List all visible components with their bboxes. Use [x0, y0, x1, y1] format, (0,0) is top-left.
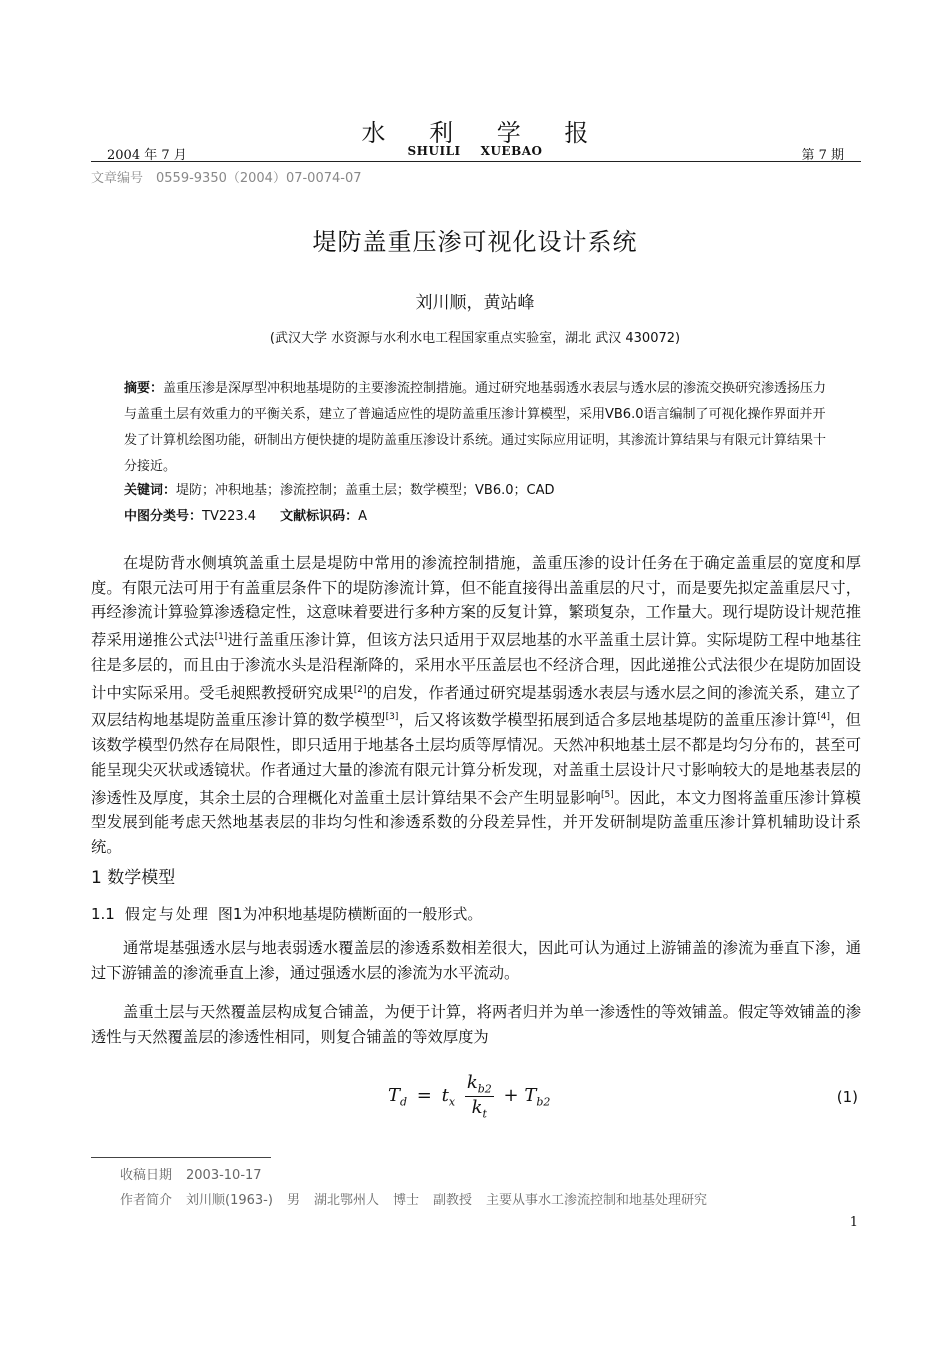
subsection-text: 图1为冲积地基堤防横断面的一般形式。: [217, 905, 483, 923]
citation-5[interactable]: [5]: [600, 789, 614, 800]
abstract-label: 摘要：: [124, 381, 164, 396]
eq-t-sub: x: [448, 1095, 456, 1109]
clc-label: 中图分类号：: [124, 509, 203, 524]
subsection-heading: [91, 903, 482, 924]
eq-fraction: [465, 1072, 494, 1120]
bio-title: 副教授: [432, 1193, 472, 1208]
bio-field: 主要从事水工渗流控制和地基处理研究: [486, 1193, 708, 1208]
intro-text-1: 在堤防背水侧填筑盖重土层是堤防中常用的渗流控制措施，盖重压渗的设计任务在于确定盖重层的宽度和厚度。有限元法可用于有盖重层条件下的堤防渗流计算，但不能直接得出盖重层的尺寸，而是要先拟定盖重层尺寸，再经渗流计算验算渗透稳定性，这意味着要进行多种方案的反复计算，繁琐复杂，工作量大。现行堤防设计规范推荐采用递推公式法: [91, 554, 861, 650]
intro-text-2: 进行盖重压渗计算，但该方法只适用于双层地基的水平盖重土层计算。实际堤防工程中地基往往是多层的，而且由于渗流水头是沿程渐降的，采用水平压盖层也不经济合理，因此递推公式法很少在堤防加固设计中实际采用。受毛昶熙教授研究成果: [91, 631, 861, 702]
subsection-number: 1.1: [91, 905, 115, 923]
page-number: 1: [849, 1215, 858, 1230]
citation-2[interactable]: [2]: [353, 684, 367, 695]
subsection-title: 假定与处理: [124, 905, 210, 923]
paper-affiliation: (武汉大学 水资源与水利水电工程国家重点实验室，湖北 武汉 430072): [269, 331, 681, 346]
equation-1: [388, 1072, 550, 1120]
citation-3[interactable]: [3]: [385, 712, 399, 723]
keywords-label: 关键词：: [124, 483, 177, 498]
doc-code-value: A: [358, 509, 367, 524]
eq-num-k: k: [466, 1072, 478, 1093]
journal-name: 水 利 学 报: [361, 119, 607, 147]
header-date: 2004 年 7 月: [107, 148, 187, 163]
intro-paragraph: [91, 551, 861, 860]
eq-plus: +: [503, 1085, 519, 1107]
eq-den-k: k: [471, 1096, 483, 1118]
header-latin-2: XUEBAO: [480, 144, 543, 158]
eq-rhs-sub: b2: [536, 1095, 551, 1109]
footnote-rule: [91, 1157, 271, 1158]
doc-code-label: 文献标识码：: [280, 509, 359, 524]
received-label: 收稿日期: [120, 1168, 173, 1183]
bio-gender: 男: [286, 1193, 300, 1208]
abstract: [124, 376, 838, 480]
eq-t: t: [441, 1085, 449, 1107]
paragraph-assumption: 通常堤基强透水层与地表弱透水覆盖层的渗透系数相差很大，因此可认为通过上游铺盖的渗流为垂直下渗，通过下游铺盖的渗流垂直上渗，通过强透水层的渗流为水平流动。: [91, 939, 861, 982]
footnote-bio: [120, 1189, 707, 1208]
bio-name: 刘川顺(1963-): [186, 1193, 273, 1208]
header-rule: [91, 161, 861, 162]
paragraph-equivalent: 盖重土层与天然覆盖层构成复合铺盖，为便于计算，将两者归并为单一渗透性的等效铺盖。假定等效铺盖的渗透性与天然覆盖层的渗透性相同，则复合铺盖的等效厚度为: [91, 1003, 861, 1046]
eq-equals: =: [416, 1085, 432, 1107]
paper-authors: 刘川顺，黄站峰: [415, 293, 535, 313]
intro-text-3: 的启发，作者通过研究堤基弱透水表层与透水层之间的渗流关系，建立了双层结构地基堤防盖重压渗计算的数学模型: [91, 683, 861, 730]
bio-degree: 博士: [392, 1193, 419, 1208]
citation-4[interactable]: [4]: [817, 712, 830, 723]
header-issue: 第 7 期: [801, 148, 844, 163]
equation-number: (1): [836, 1088, 858, 1106]
keywords: [124, 479, 554, 498]
section-heading: 1 数学模型: [91, 868, 176, 888]
intro-text-4: ，后又将该数学模型拓展到适合多层地基堤防的盖重压渗计算: [398, 711, 818, 730]
eq-lhs: [388, 1085, 408, 1109]
header-latin-1: SHUILI: [407, 144, 461, 158]
received-date: 2003-10-17: [186, 1168, 262, 1183]
article-number: 文章编号 0559-9350（2004）07-0074-07: [91, 171, 362, 186]
classification: [124, 505, 367, 524]
paper-title: 堤防盖重压渗可视化设计系统: [312, 228, 638, 256]
keywords-text: 堤防；冲积地基；渗流控制；盖重土层；数学模型；VB6.0；CAD: [176, 483, 555, 498]
eq-lhs-sub: d: [400, 1095, 408, 1109]
eq-den-sub: t: [482, 1107, 487, 1121]
bio-label: 作者简介: [120, 1193, 173, 1208]
abstract-text: 盖重压渗是深厚型冲积地基堤防的主要渗流控制措施。通过研究地基弱透水表层与透水层的渗流交换研究渗透扬压力与盖重土层有效重力的平衡关系，建立了普遍适应性的堤防盖重压渗计算模型，采用VB6.0语言编制了可视化操作界面并开发了计算机绘图功能，研制出方便快捷的堤防盖重压渗设计系统。通过实际应用证明，其渗流计算结果与有限元计算结果十分接近。: [124, 381, 827, 474]
intro-text-6: 。因此，本文力图将盖重压渗计算模型发展到能考虑天然地基表层的非均匀性和渗透系数的分段差异性，并开发研制堤防盖重压渗计算机辅助设计系统。: [91, 788, 861, 857]
footnote-received: [120, 1164, 262, 1183]
citation-1[interactable]: [1]: [214, 632, 228, 643]
eq-numerator: [465, 1072, 494, 1097]
eq-lhs-symbol: T: [388, 1085, 401, 1107]
bio-origin: 湖北鄂州人: [313, 1193, 379, 1208]
eq-num-sub: b2: [477, 1082, 492, 1096]
eq-denominator: [465, 1097, 494, 1121]
eq-rhs: T: [524, 1085, 537, 1107]
clc-value: TV223.4: [202, 509, 257, 524]
intro-text-5: ，但该数学模型仍然存在局限性，即只适用于地基各土层均质等厚情况。天然冲积地基土层不都是均匀分布的，甚至可能呈现尖灭状或透镜状。作者通过大量的渗流有限元计算分析发现，对盖重土层设计尺寸影响较大的是地基表层的渗透性及厚度，其余土层的合理概化对盖重土层计算结果不会产生明显影响: [91, 711, 861, 807]
